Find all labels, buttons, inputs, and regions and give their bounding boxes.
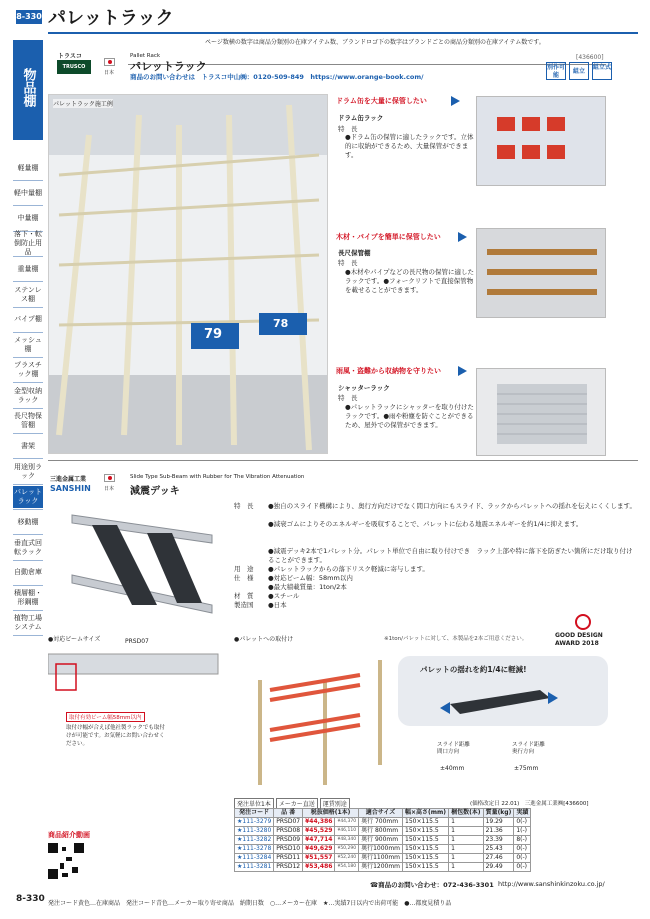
japan-flag-icon	[104, 474, 115, 482]
table-cell: 150×115.5	[403, 818, 449, 827]
table-cell: ¥46,110	[335, 827, 359, 836]
drum-rack-photo	[476, 96, 606, 186]
table-cell: ★111-3278	[235, 845, 274, 854]
mount-note: ※1ton/パレットに対して、本製品を2本ご用意ください。	[384, 636, 528, 642]
product-table	[234, 808, 531, 872]
table-cell: ★111-3281	[235, 863, 274, 872]
sidebar-divider	[13, 610, 43, 611]
table-cell: 奥行1200mm	[359, 863, 403, 872]
table-cell: ★111-3284	[235, 854, 274, 863]
table-cell: ★111-3279	[235, 818, 274, 827]
sidebar-divider	[13, 307, 43, 308]
qr-code-icon[interactable]	[48, 843, 84, 879]
table-row	[235, 836, 531, 845]
sidebar-item-label: 中量棚	[17, 214, 39, 223]
table-cell: 21.36	[483, 827, 514, 836]
spec-text: ●日本	[268, 601, 287, 609]
feature-banner-drum: ドラム缶を大量に保管したい	[336, 96, 427, 108]
table-cell: ¥52,240	[335, 854, 359, 863]
sidebar-item-label: 移動棚	[17, 517, 39, 526]
feature-text-drum: ●ドラム缶の保管に適したラックです。立体的に収納ができるため、大量保管ができます。	[345, 133, 474, 159]
table-cell: PRSD07	[274, 818, 303, 827]
sidebar-divider	[13, 560, 43, 561]
product2-name: 減震デッキ	[130, 486, 180, 497]
feature-label-lumber: 特 長	[338, 259, 358, 267]
sidebar-divider	[13, 635, 43, 636]
tag-assembly-type: 組立式	[592, 62, 612, 80]
sidebar-divider	[13, 281, 43, 282]
page-number-bottom: 8-330	[16, 894, 45, 904]
sidebar-item[interactable]	[13, 157, 43, 179]
table-cell: ¥51,557	[303, 854, 335, 863]
col-record: 実績	[514, 809, 531, 818]
col-price: 税抜価格(1本)	[303, 809, 359, 818]
sidebar-item-label: 用途別ラック	[14, 462, 42, 480]
price-note: (価格改定日 22.01) 三進金属工業㈱[436600]	[470, 801, 589, 807]
sidebar-divider	[13, 256, 43, 257]
table-cell: 奥行 800mm	[359, 827, 403, 836]
sidebar-divider	[13, 408, 43, 409]
sidebar-item[interactable]	[13, 309, 43, 331]
feature-title-drum: ドラム缶ラック	[338, 114, 384, 122]
product-code: [436600]	[576, 54, 604, 61]
table-cell: 29.49	[483, 863, 514, 872]
spec-label: 用 途	[234, 565, 254, 573]
contact-line: 商品のお問い合わせは トラスコ中山㈱：0120-509-849 https://www.orange-book.com/	[130, 73, 424, 81]
award-line-2: AWARD 2018	[555, 640, 599, 647]
sidebar-item-label: 植物工場システム	[14, 614, 42, 632]
tag-order-unit: 発注単位1本	[234, 798, 274, 809]
tag-custom: 別作可能	[547, 64, 566, 79]
col-order-code: 発注コード	[235, 809, 274, 818]
beam-note-1: 取付有効ビーム幅58mm以内	[66, 712, 145, 722]
rack-number-78: 78	[273, 317, 289, 330]
sidebar-divider	[13, 332, 43, 333]
award-line-1: GOOD DESIGN	[555, 632, 603, 639]
good-design-icon	[575, 614, 591, 630]
col-weight: 質量(kg)	[483, 809, 514, 818]
sidebar-divider	[13, 357, 43, 358]
sidebar-divider	[13, 458, 43, 459]
sidebar-item[interactable]	[13, 562, 43, 584]
product-en-name: Pallet Rack	[130, 53, 161, 59]
table-cell: ¥54,180	[335, 863, 359, 872]
table-row	[235, 818, 531, 827]
table-cell: 23.39	[483, 836, 514, 845]
table-cell: 1	[449, 845, 484, 854]
rack-illustration	[49, 95, 328, 454]
product-table-wrap	[234, 808, 531, 872]
table-cell: ¥47,714	[303, 836, 335, 845]
sidebar-item[interactable]	[13, 359, 43, 381]
qr-label: 商品紹介動画	[48, 831, 90, 839]
table-cell: ¥45,529	[303, 827, 335, 836]
arrow-right-icon	[458, 232, 467, 242]
sidebar-item[interactable]	[13, 612, 43, 634]
table-cell: 0(-)	[514, 854, 531, 863]
slide2-value: ±75mm	[514, 765, 539, 772]
spec-text: ●独自のスライド機構により、奥行方向だけでなく間口方向にもスライド、ラックからパレットへの揺れを伝えにくくします。	[268, 502, 636, 510]
table-cell: 奥行1100mm	[359, 854, 403, 863]
table-cell: 0(-)	[514, 863, 531, 872]
spec-label: 仕 様	[234, 574, 254, 582]
sidebar-divider	[13, 433, 43, 434]
sidebar-item-label: 落下・転倒防止用品	[14, 230, 42, 257]
sidebar-item[interactable]	[13, 284, 43, 306]
rack-mount-diagram	[240, 650, 390, 790]
maker-name: 三進金属工業	[50, 476, 87, 483]
col-dimensions: 幅×高さ(mm)	[403, 809, 449, 818]
sidebar-item[interactable]	[13, 182, 43, 204]
sidebar-divider	[13, 180, 43, 181]
table-cell: 27.46	[483, 854, 514, 863]
sidebar-item-label: 垂直式回転ラック	[14, 538, 42, 556]
sidebar-item[interactable]	[13, 511, 43, 533]
table-cell: 奥行1000mm	[359, 845, 403, 854]
table-cell: 奥行 900mm	[359, 836, 403, 845]
header-note: ページ数横の数字は商品分類別の在庫アイテム数、ブランドロゴ下の数字はブランドごとの商品分類別の在庫アイテム数です。	[205, 39, 545, 46]
table-cell: 19.29	[483, 818, 514, 827]
sidebar-item-label: 軽中量棚	[14, 188, 42, 197]
feature-banner-lumber: 木材・パイプを簡単に保管したい	[336, 232, 441, 244]
table-contact: ☎商品のお問い合わせ：072-436-3301	[370, 881, 494, 889]
table-cell: ¥48,340	[335, 836, 359, 845]
table-cell: PRSD12	[274, 863, 303, 872]
sidebar-divider	[13, 534, 43, 535]
spec-label: 特 長	[234, 502, 254, 510]
spec-text: ●減衰ゴムによりそのエネルギーを吸収することで、パレットに伝わる地震エネルギーを約1/4に抑えます。	[268, 520, 583, 528]
sidebar-divider	[13, 509, 43, 510]
table-cell: ¥53,486	[303, 863, 335, 872]
spec-text: ●対応ビーム幅：58mm以内	[268, 574, 353, 582]
sidebar-item-label: 長尺物保管棚	[14, 412, 42, 429]
table-cell: 150×115.5	[403, 863, 449, 872]
table-cell: ¥44,386	[303, 818, 335, 827]
table-cell: 1	[449, 863, 484, 872]
table-cell: PRSD10	[274, 845, 303, 854]
table-cell: ¥50,290	[335, 845, 359, 854]
product-name: パレットラック	[130, 60, 207, 73]
sidebar-item[interactable]	[13, 486, 43, 508]
sidebar-item[interactable]	[13, 435, 43, 457]
table-cell: ¥49,629	[303, 845, 335, 854]
table-cell: 1	[449, 854, 484, 863]
table-cell: 150×115.5	[403, 836, 449, 845]
page-title: パレットラック	[48, 8, 174, 29]
sidebar-item[interactable]	[13, 230, 43, 257]
feature-text-shutter: ●パレットラックにシャッターを取り付けたラックです。●雨や粉塵を防ぐことができるため、屋外での保管ができます。	[345, 403, 474, 429]
sidebar-item-label: 重量棚	[17, 264, 39, 273]
sidebar-item-label: 書架	[21, 441, 35, 450]
rack-number-79: 79	[204, 327, 223, 342]
feature-title-lumber: 長尺保管棚	[338, 249, 371, 257]
slide2-label: スライド距離 奥行方向	[512, 742, 545, 755]
sidebar-item[interactable]	[13, 537, 43, 559]
rack-photo	[48, 94, 328, 454]
sidebar-item-label: パレットラック	[14, 487, 42, 505]
table-cell: 奥行 700mm	[359, 818, 403, 827]
sidebar-divider	[13, 205, 43, 206]
sidebar-item[interactable]	[13, 410, 43, 432]
sidebar-divider	[13, 382, 43, 383]
table-cell: ★111-3280	[235, 827, 274, 836]
table-row	[235, 827, 531, 836]
sidebar-item[interactable]	[13, 461, 43, 483]
table-cell: 25.43	[483, 845, 514, 854]
table-row	[235, 854, 531, 863]
arrow-right-icon	[458, 366, 467, 376]
sidebar-item[interactable]	[13, 385, 43, 407]
table-cell: ¥44,370	[335, 818, 359, 827]
table-cell: 1(-)	[514, 827, 531, 836]
country-label-2: 日本	[104, 486, 115, 492]
table-cell: 1	[449, 827, 484, 836]
table-cell: PRSD09	[274, 836, 303, 845]
sidebar-item-label: パイプ棚	[14, 315, 42, 324]
sidebar-category-text: 物品棚	[20, 68, 36, 107]
spec-text: ●スチール	[268, 592, 300, 600]
damper-deck-photo	[62, 505, 222, 625]
section-divider	[48, 460, 638, 461]
table-cell: PRSD11	[274, 854, 303, 863]
sidebar-category-label	[17, 68, 39, 111]
col-size: 適合サイズ	[359, 809, 403, 818]
brand-label: トラスコ	[58, 53, 82, 60]
footer-legend: 発注コード黄色…在庫商品 発注コード青色…メーカー取り寄せ商品 納期日数 ○…メーカー在庫 ★…実績7日以内で出荷可能 ●…都度見積り品	[48, 900, 452, 907]
sidebar-item-label: 軽量棚	[17, 163, 39, 172]
beam-note-2: 取付け幅が合えば他社製ラックでも取付けが可能です。お気軽にお問い合わせください。	[66, 725, 165, 747]
table-cell: PRSD08	[274, 827, 303, 836]
sidebar-item-label: プラスチック棚	[14, 361, 42, 379]
table-cell: ★111-3282	[235, 836, 274, 845]
sidebar-item[interactable]	[13, 587, 43, 609]
feature-label-drum: 特 長	[338, 125, 358, 133]
col-model: 品 番	[274, 809, 303, 818]
beam-title: ●対応ビームサイズ	[48, 636, 101, 643]
sidebar-item-label: 積層棚・形鋼棚	[14, 589, 42, 607]
feature-text-lumber: ●木材やパイプなどの長尺物の保管に適したラックです。●フォークリフトで直接保管物を載せることができます。	[345, 268, 474, 294]
product2-en-name: Slide Type Sub-Beam with Rubber for The Vibration Attenuation	[130, 474, 305, 480]
beam-diagram	[48, 650, 228, 710]
sidebar-item-label: 金型収納ラック	[14, 386, 42, 404]
mount-title: ●パレットへの取付け	[234, 636, 294, 643]
deck-closeup	[440, 684, 560, 724]
tag-freight: 運賃別途	[320, 798, 350, 809]
spec-text: ●パレットラックからの落下リスク軽減に寄与します。	[268, 565, 429, 573]
japan-flag-icon	[104, 58, 115, 66]
spec-text: ●最大積載質量：1ton/2本	[268, 583, 347, 591]
feature-title-shutter: シャッターラック	[338, 384, 390, 392]
category-sidebar	[13, 40, 43, 880]
slide1-value: ±40mm	[440, 765, 465, 772]
spec-text: ●減震デッキ2本で1パレット分。パレット単位で自由に取り付けでき ラック上部や特に落下を防ぎたい箇所にだけ取り付けることができます。	[268, 547, 633, 564]
table-cell: 1	[449, 836, 484, 845]
arrow-right-icon	[451, 96, 460, 106]
sidebar-divider	[13, 484, 43, 485]
sidebar-item[interactable]	[13, 208, 43, 230]
sidebar-item[interactable]	[13, 258, 43, 280]
sanshin-logo: SANSHIN	[50, 484, 91, 493]
callout-text: パレットの揺れを約1/4に軽減!	[420, 665, 527, 674]
sidebar-divider	[13, 585, 43, 586]
photo-caption: パレットラック施工例	[53, 101, 113, 108]
spec-label: 材 質	[234, 592, 254, 600]
page-number-top: 8-330	[16, 10, 42, 24]
table-cell: 150×115.5	[403, 845, 449, 854]
country-label: 日本	[104, 70, 115, 76]
trusco-logo: TRUSCO	[57, 60, 91, 74]
tag-direct: メーカー直送	[276, 798, 318, 809]
table-row	[235, 863, 531, 872]
sidebar-item[interactable]	[13, 334, 43, 356]
sidebar-item-label: ステンレス棚	[14, 285, 42, 303]
col-pack: 梱包数(本)	[449, 809, 484, 818]
feature-label-shutter: 特 長	[338, 394, 358, 402]
sidebar-item-label: メッシュ棚	[14, 336, 42, 354]
table-cell: 8(-)	[514, 836, 531, 845]
feature-banner-shutter: 雨風・盗難から収納物を守りたい	[336, 366, 441, 378]
table-cell: 150×115.5	[403, 854, 449, 863]
table-cell: 0(-)	[514, 818, 531, 827]
table-row	[235, 845, 531, 854]
tag-assembly: 組立	[569, 62, 589, 80]
lumber-rack-photo	[476, 228, 606, 318]
spec-label: 製造国	[234, 601, 254, 609]
slide1-label: スライド距離 間口方向	[437, 742, 470, 755]
shutter-rack-photo	[476, 368, 606, 456]
sidebar-item-label: 自動倉庫	[14, 568, 42, 577]
table-cell: 0(-)	[514, 845, 531, 854]
table-cell: 150×115.5	[403, 827, 449, 836]
title-rule	[48, 32, 638, 34]
table-cell: 1	[449, 818, 484, 827]
model-label: PRSD07	[125, 638, 149, 645]
table-url[interactable]: http://www.sanshinkinzoku.co.jp/	[498, 880, 605, 888]
